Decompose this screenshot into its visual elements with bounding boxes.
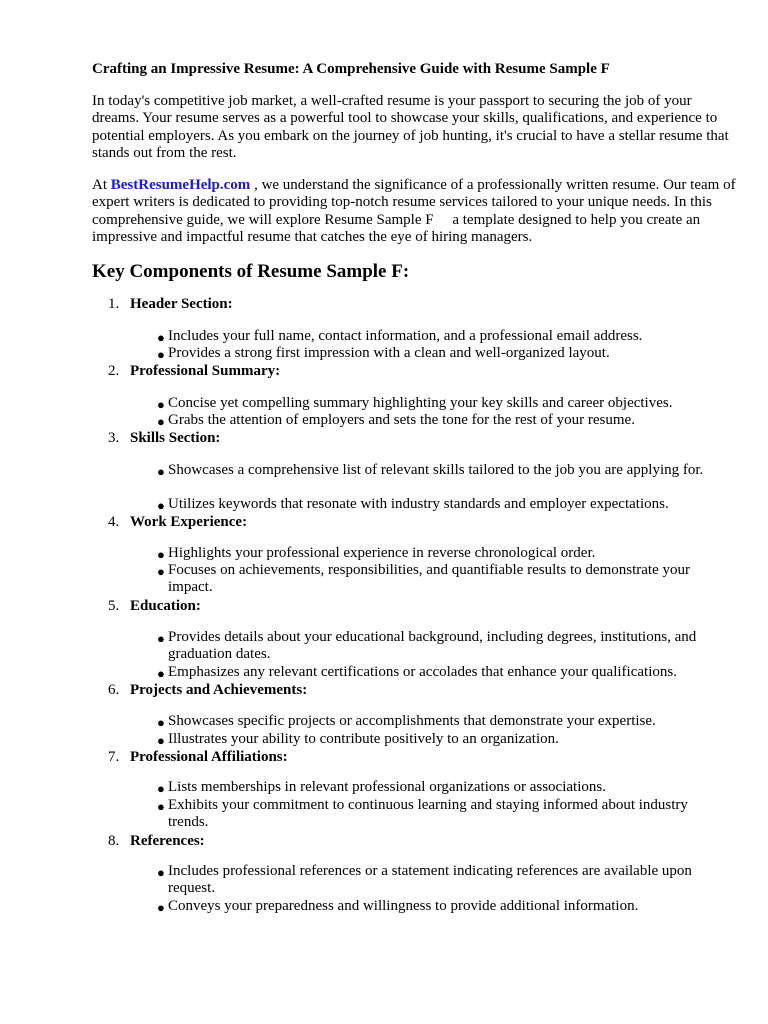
paragraph-prefix: At bbox=[92, 177, 111, 193]
bullet-icon: ● bbox=[157, 414, 165, 429]
bullet-icon: ● bbox=[157, 715, 165, 730]
list-item: Includes professional references or a statement indicating references are available upon request. bbox=[168, 863, 692, 897]
list-item: Focuses on achievements, responsibilities, and quantifiable results to demonstrate your impact. bbox=[168, 562, 690, 596]
list-item: Includes your full name, contact information, and a professional email address. bbox=[168, 328, 643, 344]
section-title-summary: Professional Summary: bbox=[130, 363, 281, 379]
paragraph-body: , we understand the significance of a professionally written resume. Our team of expert writers is dedicated to providing top-notch resume services tailored to your unique needs. In this comprehensive guide, we will explore Resume Sample F a template designed to help you create an impressive and impactful resume that catches the eye of hiring managers. bbox=[92, 177, 736, 245]
list-item: Concise yet compelling summary highlighting your key skills and career objectives. bbox=[168, 395, 673, 411]
list-item: Showcases specific projects or accomplishments that demonstrate your expertise. bbox=[168, 713, 656, 729]
bullet-icon: ● bbox=[157, 347, 165, 362]
list-number: 8. bbox=[108, 833, 120, 849]
bullet-icon: ● bbox=[157, 900, 165, 915]
section-title-education: Education: bbox=[130, 598, 201, 614]
bullet-icon: ● bbox=[157, 330, 165, 345]
list-number: 2. bbox=[108, 363, 120, 379]
bullet-icon: ● bbox=[157, 733, 165, 748]
section-title-skills: Skills Section: bbox=[130, 430, 221, 446]
bullet-icon: ● bbox=[157, 799, 165, 814]
list-number: 7. bbox=[108, 749, 120, 765]
list-item: Provides a strong first impression with a clean and well-organized layout. bbox=[168, 345, 610, 361]
list-number: 6. bbox=[108, 682, 120, 698]
list-number: 4. bbox=[108, 514, 120, 530]
list-number: 1. bbox=[108, 296, 120, 312]
bullet-icon: ● bbox=[157, 781, 165, 796]
list-item: Illustrates your ability to contribute positively to an organization. bbox=[168, 731, 559, 747]
list-item: Lists memberships in relevant professional organizations or associations. bbox=[168, 779, 606, 795]
section-title-references: References: bbox=[130, 833, 205, 849]
list-item: Highlights your professional experience in reverse chronological order. bbox=[168, 545, 596, 561]
bullet-icon: ● bbox=[157, 397, 165, 412]
section-heading: Key Components of Resume Sample F: bbox=[92, 261, 410, 282]
list-number: 5. bbox=[108, 598, 120, 614]
bullet-icon: ● bbox=[157, 464, 165, 479]
section-title-affiliations: Professional Affiliations: bbox=[130, 749, 288, 765]
intro-paragraph: In today's competitive job market, a well-crafted resume is your passport to securing the job of your dreams. Your resume serves as a powerful tool to showcase your skills, qualifications, and experience to potential employers. As you embark on the journey of job hunting, it's crucial to have a stellar resume that stands out from the rest. bbox=[92, 93, 729, 161]
bullet-icon: ● bbox=[157, 865, 165, 880]
list-item: Grabs the attention of employers and sets the tone for the rest of your resume. bbox=[168, 412, 635, 428]
bullet-icon: ● bbox=[157, 631, 165, 646]
service-paragraph bbox=[92, 177, 742, 246]
list-item: Provides details about your educational background, including degrees, institutions, and graduation dates. bbox=[168, 629, 697, 663]
list-item: Utilizes keywords that resonate with industry standards and employer expectations. bbox=[168, 496, 669, 512]
bullet-icon: ● bbox=[157, 498, 165, 513]
bestresumehelp-link[interactable]: BestResumeHelp.com bbox=[110, 177, 251, 193]
list-item: Exhibits your commitment to continuous learning and staying informed about industry trends. bbox=[168, 797, 688, 831]
bullet-icon: ● bbox=[157, 564, 165, 579]
list-item: Showcases a comprehensive list of relevant skills tailored to the job you are applying for. bbox=[168, 462, 704, 478]
list-item: Conveys your preparedness and willingness to provide additional information. bbox=[168, 898, 639, 914]
list-number: 3. bbox=[108, 430, 120, 446]
list-item: Emphasizes any relevant certifications or accolades that enhance your qualifications. bbox=[168, 664, 677, 680]
document-title: Crafting an Impressive Resume: A Comprehensive Guide with Resume Sample F bbox=[92, 61, 610, 77]
bullet-icon: ● bbox=[157, 547, 165, 562]
section-title-work: Work Experience: bbox=[130, 514, 248, 530]
bullet-icon: ● bbox=[157, 666, 165, 681]
section-title-header: Header Section: bbox=[130, 296, 233, 312]
section-title-projects: Projects and Achievements: bbox=[130, 682, 308, 698]
